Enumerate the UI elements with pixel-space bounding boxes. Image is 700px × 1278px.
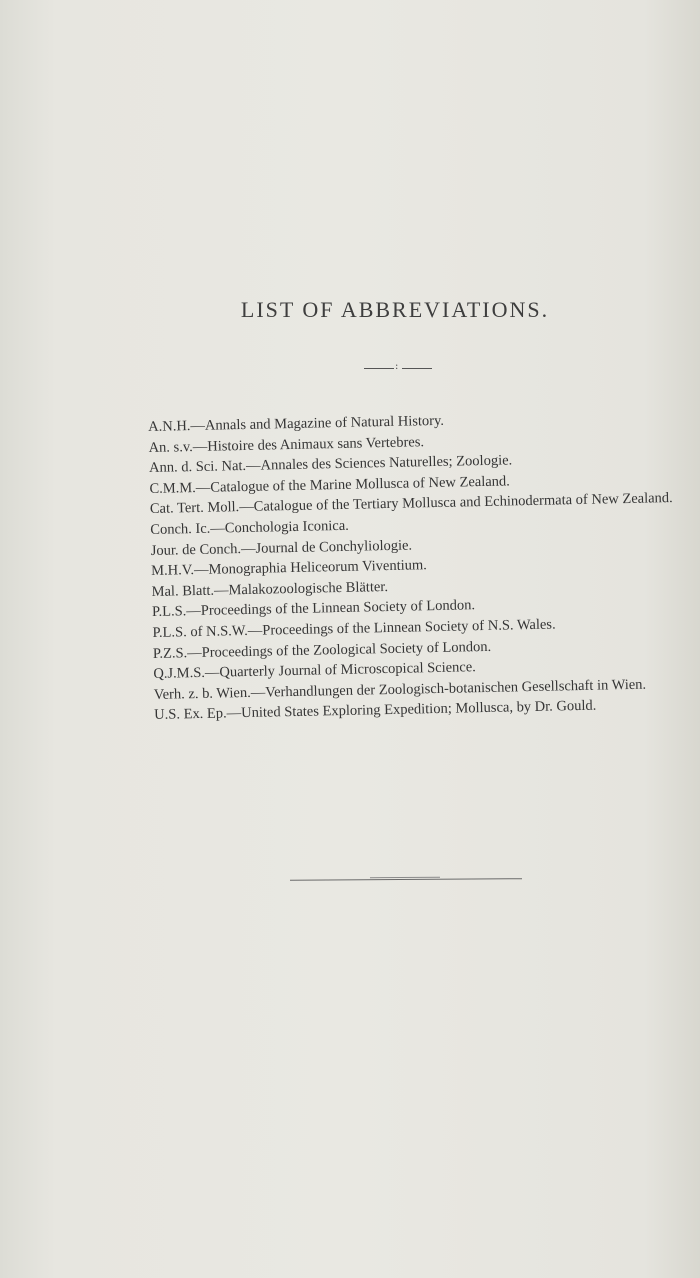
separator: —	[240, 540, 256, 557]
separator: —	[193, 561, 209, 579]
abbreviation-meaning: Malakozoologische Blätter.	[228, 578, 389, 599]
separator: —	[245, 457, 261, 475]
abbreviation-meaning: Quarterly Journal of Microscopical Science.	[219, 659, 477, 681]
separator: —	[187, 644, 202, 661]
abbreviation-meaning: Histoire des Animaux sans Vertebres.	[207, 433, 425, 455]
abbreviation-meaning: Annales des Sciences Naturelles; Zoologie.	[260, 452, 513, 474]
abbreviations-list	[148, 407, 689, 727]
separator: —	[190, 417, 206, 435]
abbreviation-meaning: Conchologia Iconica.	[224, 517, 349, 537]
abbreviation-meaning: Annals and Magazine of Natural History.	[204, 412, 445, 434]
abbreviation: C.M.M.	[149, 479, 196, 497]
separator: —	[239, 499, 254, 516]
abbreviation: A.N.H.	[148, 418, 191, 435]
ornament-colon: :	[395, 361, 399, 372]
separator: —	[204, 664, 220, 681]
abbreviation-meaning: Proceedings of the Linnean Society of N.S. Wales.	[262, 616, 556, 639]
abbreviation-meaning: Catalogue of the Marine Mollusca of New Zealand.	[210, 473, 510, 496]
abbreviation: An. s.v.	[148, 438, 193, 456]
abbreviation: P.Z.S.	[152, 644, 188, 662]
separator: —	[195, 479, 211, 496]
abbreviation-meaning: Proceedings of the Linnean Society of London.	[200, 597, 476, 620]
abbreviation: Q.J.M.S.	[153, 664, 206, 683]
closing-rule-line	[290, 878, 522, 881]
abbreviation: Verh. z. b. Wien.	[153, 684, 251, 703]
abbreviation: U.S. Ex. Ep.	[154, 705, 227, 724]
ornament-rule-left	[364, 368, 394, 369]
abbreviation: Conch. Ic.	[150, 520, 211, 538]
title-ornament	[364, 362, 432, 372]
separator: —	[250, 684, 266, 701]
separator: —	[186, 603, 201, 620]
separator: —	[226, 705, 242, 722]
ornament-rule-right	[402, 368, 432, 369]
page-title: LIST OF ABBREVIATIONS.	[240, 297, 550, 322]
separator: —	[213, 582, 229, 599]
abbreviation-meaning: Monographia Heliceorum Viventium.	[208, 557, 428, 578]
closing-rule	[290, 876, 522, 884]
separator: —	[210, 520, 225, 537]
abbreviation-meaning: Verhandlungen der Zoologisch-botanischen Gesellschaft in Wien.	[265, 676, 647, 701]
abbreviation: Mal. Blatt.	[151, 582, 215, 600]
abbreviation: P.L.S. of N.S.W.	[152, 622, 249, 641]
abbreviation: Ann. d. Sci. Nat.	[148, 458, 247, 477]
abbreviation: M.H.V.	[151, 562, 195, 580]
abbreviation-meaning: United States Exploring Expedition; Mollusca, by Dr. Gould.	[241, 697, 597, 722]
separator: —	[247, 622, 263, 639]
abbreviation-meaning: Journal de Conchyliologie.	[255, 537, 413, 557]
abbreviation: P.L.S.	[151, 603, 187, 621]
abbreviation-meaning: Proceedings of the Zoological Society of London.	[201, 638, 492, 661]
abbreviation: Cat. Tert. Moll.	[149, 499, 240, 518]
separator: —	[192, 438, 208, 455]
abbreviation: Jour. de Conch.	[150, 540, 242, 559]
abbreviation-meaning: Catalogue of the Tertiary Mollusca and Echinodermata of New Zealand.	[253, 490, 673, 516]
